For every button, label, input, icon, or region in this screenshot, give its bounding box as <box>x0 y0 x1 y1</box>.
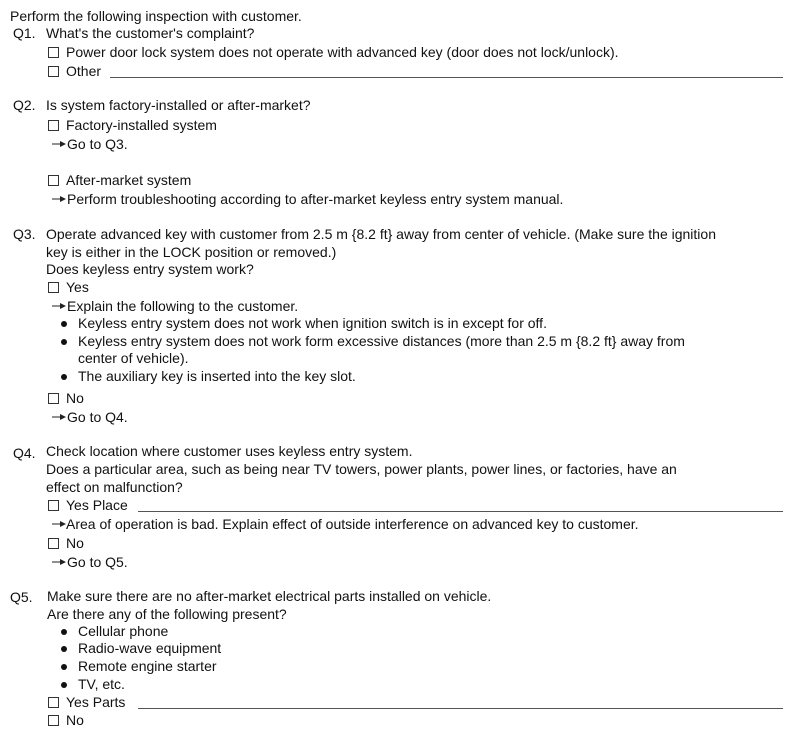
intro-text: Perform the following inspection with customer. <box>10 8 302 24</box>
arrow-right-icon <box>52 302 66 310</box>
q4-no-result: Go to Q5. <box>67 554 128 570</box>
q2-result2: Perform troubleshooting according to after-market keyless entry system manual. <box>67 191 564 207</box>
q1-number: Q1. <box>13 25 36 41</box>
bullet-icon <box>61 682 67 688</box>
arrow-right-icon <box>52 195 66 203</box>
q4-number: Q4. <box>13 445 36 461</box>
q1-other-fill-line[interactable] <box>110 77 783 78</box>
q5-bullet2: Radio-wave equipment <box>78 640 222 656</box>
bullet-icon <box>61 374 67 380</box>
q4-question-line2: Does a particular area, such as being near TV towers, power plants, power lines, or factories, have an <box>46 461 677 477</box>
q2-option2-label: After-market system <box>66 172 192 188</box>
q5-yes-label: Yes Parts <box>66 694 126 710</box>
q4-place-fill-line[interactable] <box>138 511 783 512</box>
q1-option2-label: Other <box>66 63 102 79</box>
q3-yes-checkbox[interactable] <box>48 282 59 293</box>
q5-parts-fill-line[interactable] <box>138 708 783 709</box>
q3-question-line1: Operate advanced key with customer from 2.5 m {8.2 ft} away from center of vehicle. (Make sure the ignition <box>46 226 716 242</box>
q5-bullet4: TV, etc. <box>78 676 125 692</box>
q4-yes-label: Yes Place <box>66 497 128 513</box>
arrow-right-icon <box>52 558 66 566</box>
bullet-icon <box>61 339 67 345</box>
q3-bullet2-cont: center of vehicle). <box>78 350 189 366</box>
q4-question-line1: Check location where customer uses keyless entry system. <box>46 443 413 459</box>
q2-option2-checkbox[interactable] <box>48 175 59 186</box>
q3-bullet3: The auxiliary key is inserted into the key slot. <box>78 368 356 384</box>
q3-bullet2: Keyless entry system does not work form excessive distances (more than 2.5 m {8.2 ft} away from <box>78 333 685 349</box>
bullet-icon <box>61 664 67 670</box>
q3-no-label: No <box>66 390 84 406</box>
q2-question: Is system factory-installed or after-market? <box>46 97 311 113</box>
q5-yes-checkbox[interactable] <box>48 697 59 708</box>
q5-number: Q5. <box>10 589 33 605</box>
q5-bullet1: Cellular phone <box>78 623 169 639</box>
q4-no-checkbox[interactable] <box>48 538 59 549</box>
q4-yes-checkbox[interactable] <box>48 500 59 511</box>
q2-number: Q2. <box>13 97 36 113</box>
q3-no-result: Go to Q4. <box>67 409 128 425</box>
q3-number: Q3. <box>13 226 36 242</box>
q2-option1-label: Factory-installed system <box>66 117 217 133</box>
q5-no-checkbox[interactable] <box>48 715 59 726</box>
arrow-right-icon <box>52 413 66 421</box>
q5-question-line1: Make sure there are no after-market electrical parts installed on vehicle. <box>47 588 492 604</box>
q4-question-line3: effect on malfunction? <box>46 479 183 495</box>
q5-no-label: No <box>66 712 84 728</box>
q4-yes-result: Area of operation is bad. Explain effect of outside interference on advanced key to customer. <box>66 516 639 532</box>
q5-bullet3: Remote engine starter <box>78 658 217 674</box>
bullet-icon <box>61 629 67 635</box>
q3-question-line3: Does keyless entry system work? <box>46 261 254 277</box>
q3-question-line2: key is either in the LOCK position or removed.) <box>46 244 337 260</box>
q2-result1: Go to Q3. <box>67 136 128 152</box>
q4-no-label: No <box>66 535 84 551</box>
bullet-icon <box>61 646 67 652</box>
q2-option1-checkbox[interactable] <box>48 120 59 131</box>
q1-option2-checkbox[interactable] <box>48 66 59 77</box>
arrow-right-icon <box>52 140 66 148</box>
q3-bullet1: Keyless entry system does not work when ignition switch is in except for off. <box>78 315 547 331</box>
q5-question-line2: Are there any of the following present? <box>47 606 287 622</box>
arrow-right-icon <box>52 520 66 528</box>
q3-no-checkbox[interactable] <box>48 393 59 404</box>
q3-yes-label: Yes <box>66 279 89 295</box>
bullet-icon <box>61 321 67 327</box>
q1-option1-checkbox[interactable] <box>48 47 59 58</box>
q1-question: What's the customer's complaint? <box>46 25 255 41</box>
q1-option1-label: Power door lock system does not operate with advanced key (door does not lock/unlock). <box>66 44 619 60</box>
q3-yes-result: Explain the following to the customer. <box>67 298 299 314</box>
